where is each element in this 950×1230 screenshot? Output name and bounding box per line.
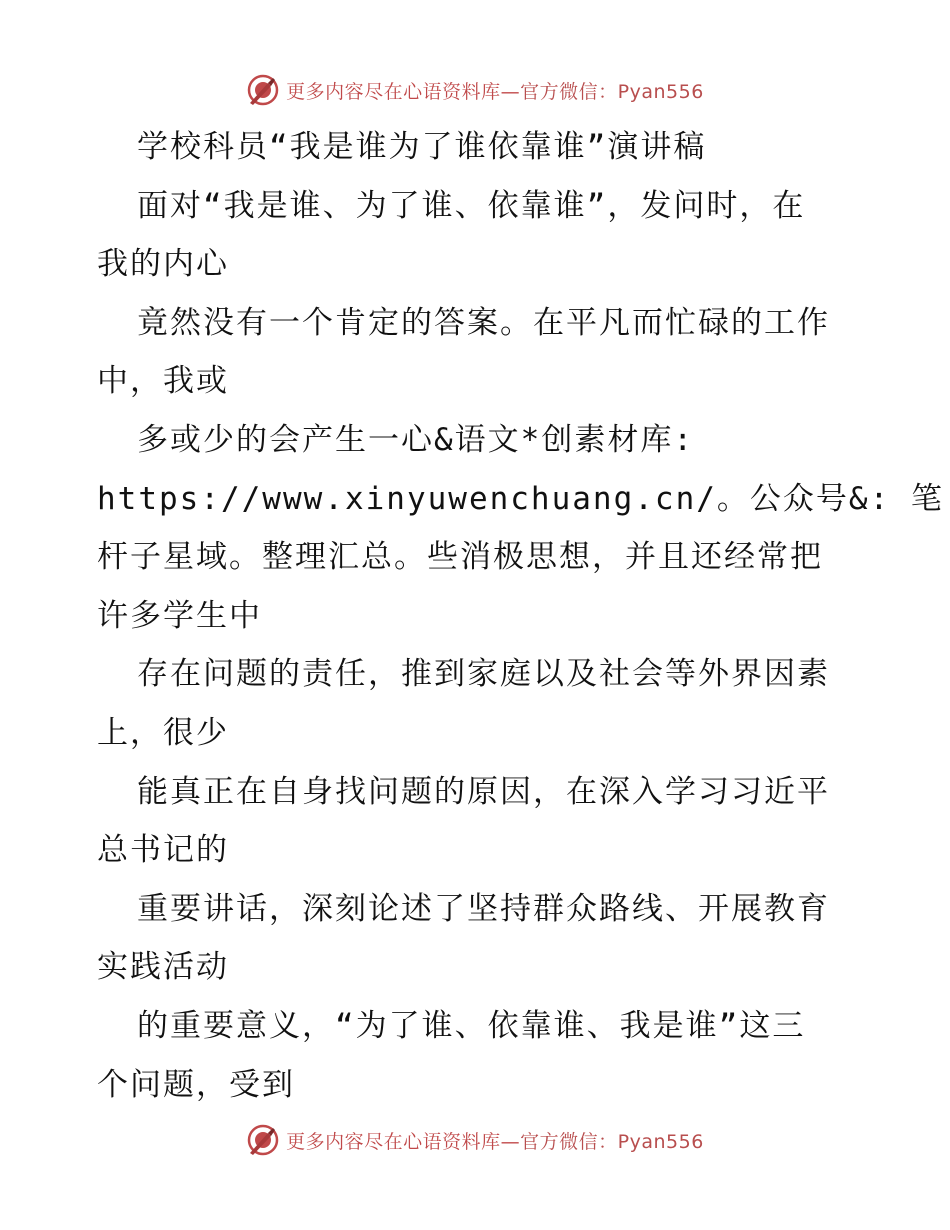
text-line: 多或少的会产生一心&语文*创素材库: bbox=[137, 421, 694, 458]
text-line: 上，很少 bbox=[97, 714, 229, 751]
banner-text: 更多内容尽在心语资料库—官方微信：Pyan556 bbox=[286, 1130, 704, 1153]
text-line: 个问题，受到 bbox=[97, 1066, 295, 1103]
banner-text: 更多内容尽在心语资料库—官方微信：Pyan556 bbox=[286, 80, 704, 103]
text-line: 实践活动 bbox=[97, 949, 229, 986]
text-line: 杆子星域。整理汇总。些消极思想，并且还经常把 bbox=[97, 539, 823, 576]
text-line: https://www.xinyuwenchuang.cn/。公众号&: 笔 bbox=[97, 480, 944, 517]
text-line: 我的内心 bbox=[97, 246, 229, 283]
text-line: 许多学生中 bbox=[97, 597, 262, 634]
pen-logo-icon bbox=[246, 1123, 280, 1157]
text-line: 重要讲话，深刻论述了坚持群众路线、开展教育 bbox=[137, 890, 830, 927]
footer-banner bbox=[0, 1120, 950, 1160]
text-line: 总书记的 bbox=[97, 832, 229, 869]
text-line: 学校科员“我是谁为了谁依靠谁”演讲稿 bbox=[137, 129, 707, 165]
text-line: 的重要意义，“为了谁、依靠谁、我是谁”这三 bbox=[137, 1007, 806, 1044]
pen-logo-icon bbox=[246, 73, 280, 107]
text-line: 竟然没有一个肯定的答案。在平凡而忙碌的工作 bbox=[137, 304, 830, 341]
header-banner bbox=[0, 70, 950, 110]
text-line: 中，我或 bbox=[97, 363, 229, 400]
text-line: 能真正在自身找问题的原因，在深入学习习近平 bbox=[137, 773, 830, 810]
text-line: 存在问题的责任，推到家庭以及社会等外界因素 bbox=[137, 656, 830, 693]
document-body bbox=[97, 118, 944, 1114]
text-line: 面对“我是谁、为了谁、依靠谁”，发问时，在 bbox=[137, 187, 806, 224]
